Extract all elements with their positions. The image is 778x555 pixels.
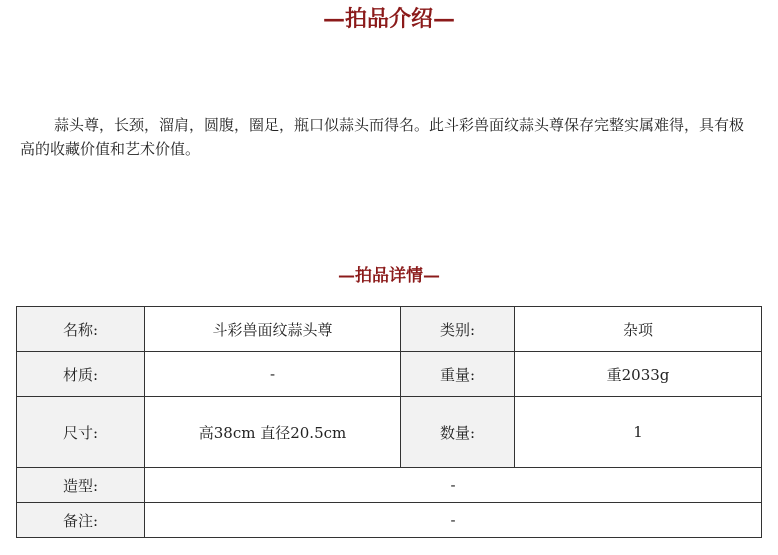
table-row: [17, 397, 762, 468]
shape-label: 造型:: [17, 468, 145, 503]
table-row: [17, 503, 762, 538]
shape-value: -: [145, 468, 762, 503]
name-label: 名称:: [17, 307, 145, 352]
quantity-value: 1: [515, 397, 762, 468]
intro-description: 蒜头尊，长颈，溜肩，圆腹，圈足，瓶口似蒜头而得名。此斗彩兽面纹蒜头尊保存完整实属难得，具有极高的收藏价值和艺术价值。: [20, 116, 745, 158]
details-section-title: —拍品详情—: [338, 266, 440, 286]
weight-value: 重2033g: [515, 352, 762, 397]
details-table: [16, 306, 762, 538]
table-row: [17, 352, 762, 397]
table-row: [17, 468, 762, 503]
size-value: 高38cm 直径20.5cm: [145, 397, 401, 468]
remark-label: 备注:: [17, 503, 145, 538]
category-value: 杂项: [515, 307, 762, 352]
remark-value: -: [145, 503, 762, 538]
size-label: 尺寸:: [17, 397, 145, 468]
table-row: [17, 307, 762, 352]
category-label: 类别:: [401, 307, 515, 352]
material-value: -: [145, 352, 401, 397]
material-label: 材质:: [17, 352, 145, 397]
weight-label: 重量:: [401, 352, 515, 397]
name-value: 斗彩兽面纹蒜头尊: [145, 307, 401, 352]
quantity-label: 数量:: [401, 397, 515, 468]
intro-section-title: —拍品介绍—: [322, 6, 455, 32]
